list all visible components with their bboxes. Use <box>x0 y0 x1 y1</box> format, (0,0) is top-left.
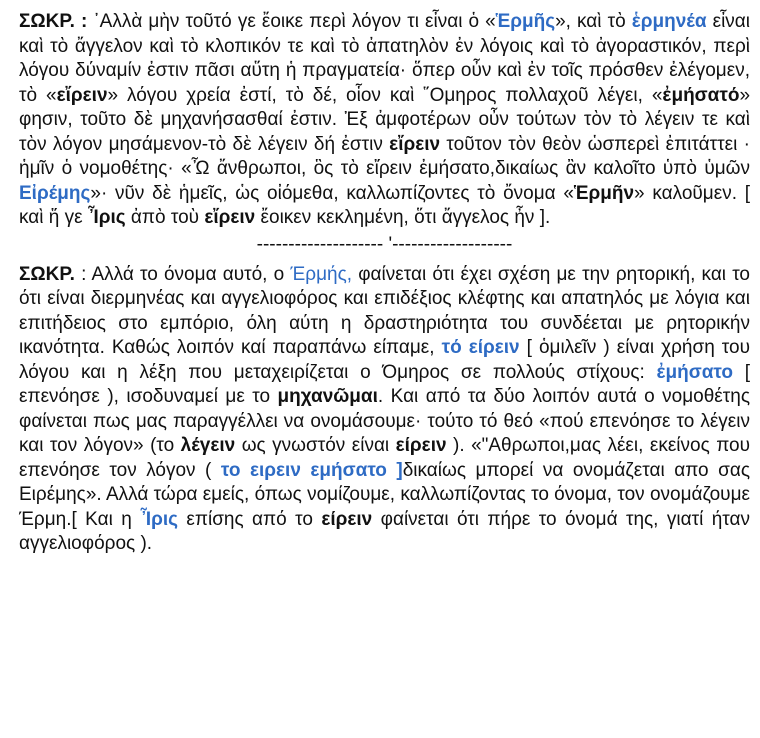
term-eirein: εἴρειν <box>389 133 441 155</box>
term-ermen: Ἑρμῆν <box>573 182 635 204</box>
term-eirein: εἴρειν <box>56 84 108 106</box>
term-ermis: Έρμής, <box>290 263 353 285</box>
term-eirein: εἴρειν <box>204 207 256 228</box>
term-hermes: Ἑρμῆς <box>495 11 556 32</box>
section-separator: -------------------- '------------------- <box>256 233 513 255</box>
term-eirein: είρειν <box>321 508 373 530</box>
term-to-eirein: τό είρειν <box>441 337 520 358</box>
ancient-greek-paragraph: ΣΩΚΡ. : ᾽Αλλὰ μὴν τοῦτό γε ἔοικε περὶ λόγον τι εἶναι ὁ «Ἑρμῆς», καὶ τὸ ἑρμηνέα εἶναι καὶ τὸ ἄγγελον καὶ τὸ κλοπικόν τε καὶ τὸ ἀπατηλὸν ἐν λόγοις καὶ τὸ ἀγοραστικόν, περὶ λόγου δύναμίν ἐστιν πᾶσι αὕτη ἡ πραγματεία· ὅπερ οὖν καὶ ἐν τοῖς πρόσθεν ἐλέγομεν, τὸ «εἴρειν» λόγου χρεία ἐστί, τὸ δέ, οἷον καὶ ῞Ομηρος πολλαχοῦ λέγει, «ἐμήσατό» φησιν, τοῦτο δὲ μηχανήσασθαί ἐστιν. Ἐξ ἀμφοτέρων οὖν τούτων τὸν τὸ λέγειν τε καὶ τὸν λόγον μησάμενον-τὸ δὲ λέγειν δή ἐστιν εἴρειν τοῦτον τὸν θεὸν ὡσπερεὶ ἐπιτάττει · ἡμῖν ὁ νομοθέτης· «Ὦ ἄνθρωποι, ὃς τὸ εἴρειν ἐμήσατο,δικαίως ἂν καλοῖτο ὑπὸ ὑμῶν Εἰρέμης»· νῦν δὲ ἡμεῖς, ὡς οἰόμεθα, καλλωπίζοντες τὸ ὄνομα «Ἑρμῆν» καλοῦμεν. [ καὶ ἥ γε Ἶρις ἀπὸ τοὺ εἴρειν ἔοικεν κεκλημένη, ὅτι ἄγγελος ἦν ]. <box>19 11 751 228</box>
speaker-label: ΣΩΚΡ. <box>19 263 75 285</box>
term-emisato: ἐμήσατο <box>656 361 733 383</box>
term-emesato: ἐμήσατό <box>662 84 740 106</box>
term-iris: Ἶρις <box>87 207 126 228</box>
term-eiremes: Εἰρέμης <box>19 182 91 204</box>
term-legein: λέγειν <box>180 435 236 456</box>
term-iris: Ἶρις <box>140 508 178 530</box>
term-eirein: είρειν <box>395 435 447 456</box>
term-to-eirein-emisato: το ειρειν εμήσατο ] <box>220 459 403 481</box>
speaker-label: ΣΩΚΡ. : <box>19 11 88 32</box>
modern-greek-paragraph: ΣΩΚΡ. : Αλλά το όνομα αυτό, ο Έρμής, φαίνεται ότι έχει σχέση με την ρητορική, και το ότι είναι διερμηνέας και αγγελιοφόρος και επιδέξιος κλέφτης και απατηλός με λόγια και επιτήδειος στο εμπόριο, όλη αύτη η δραστηριότητα του συνδέεται με ρητορικήν ικανότητα. Καθώς λοιπόν καί παραπάνω είπαμε, τό είρειν [ ὁμιλεῖν ) είναι χρήση του λόγου και η λέξη που μεταχειρίζεται ο Όμηρος σε πολλούς στίχους: ἐμήσατο [ επενόησε ), ισοδυναμεί με το μηχανῶμαι. Και από τα δύο λοιπόν αυτά ο νομοθέτης φαίνεται πως μας παραγγέλλει να ονομάσουμε· τούτο τό θεό «πού επενόησε το λέγειν και τον λόγον» (το λέγειν ως γνωστόν είναι είρειν ). «"Αθρωποι,μας λέει, εκείνος που επενόησε τον λόγον ( το ειρειν εμήσατο ]δικαίως μπορεί να ονομάζεται απο σας Ειρέμης». Αλλά τώρα εμείς, όπως νομίζουμε, καλλωπίζοντας το όνομα, τον ονομάζουμε Έρμη.[ Και η Ἶρις επίσης από το είρειν φαίνεται ότι πήρε το όνομά της, γιατί ήταν αγγελιοφόρος ). <box>19 263 751 554</box>
term-hermenea: ἑρμηνέα <box>631 11 707 32</box>
term-michanomai: μηχανῶμαι <box>277 386 378 407</box>
